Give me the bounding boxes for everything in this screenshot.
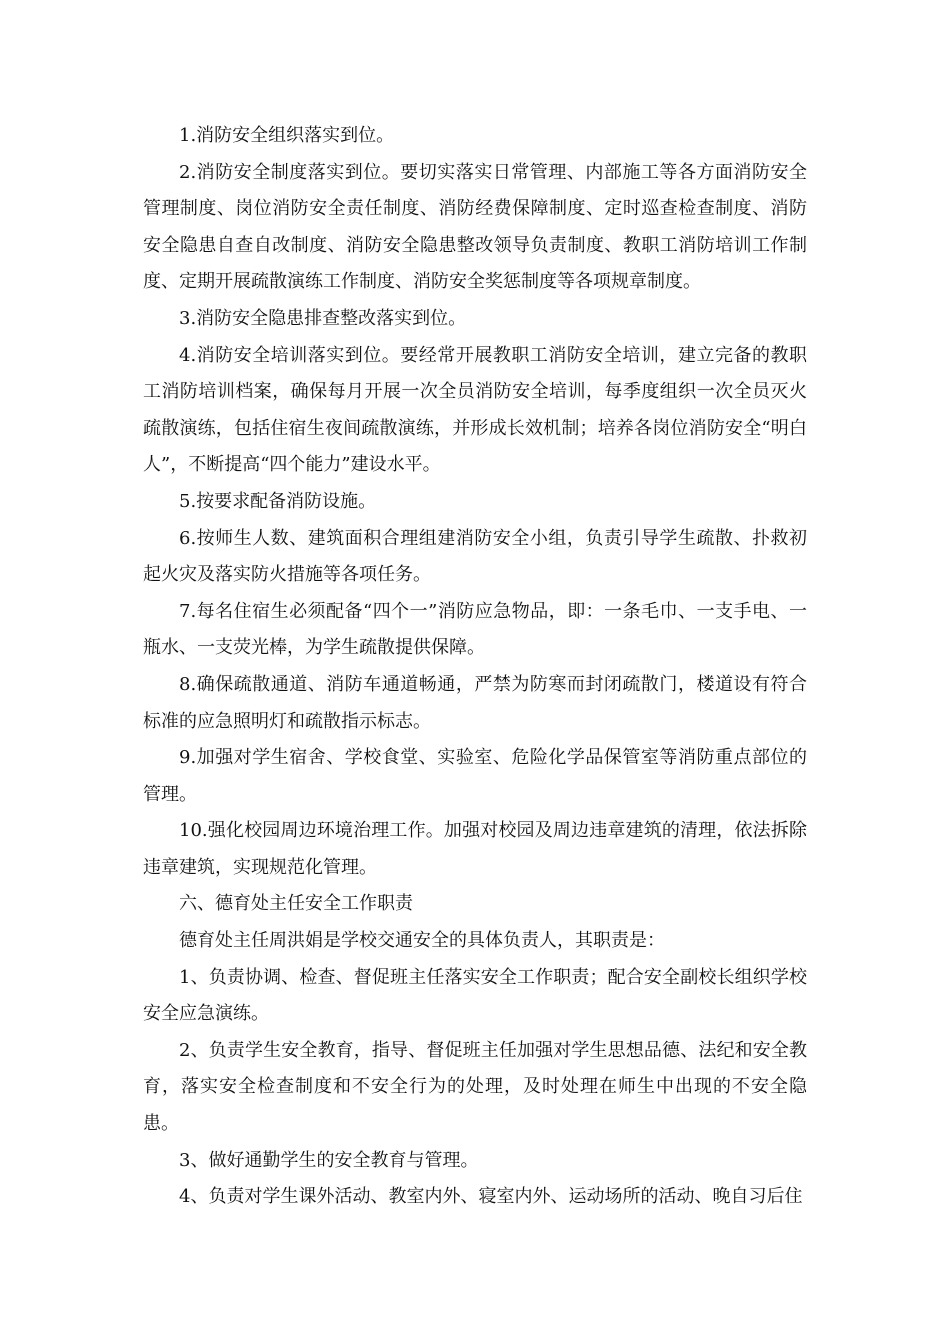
paragraph-fire-5: 5.按要求配备消防设施。 <box>179 490 377 512</box>
section-heading: 六、德育处主任安全工作职责 <box>179 893 413 915</box>
paragraph-fire-2: 2.消防安全制度落实到位。要切实落实日常管理、内部施工等各方面消防安全管理制度、岗位消防安全责任制度、消防经费保障制度、定时巡查检查制度、消防安全隐患自查自改制度、消防安全隐患整改领导负责制度、教职工消防培训工作制度、定期开展疏散演练工作制度、消防安全奖惩制度等各项规章制度。 <box>143 161 807 293</box>
paragraph-fire-4: 4.消防安全培训落实到位。要经常开展教职工消防安全培训，建立完备的教职工消防培训档案，确保每月开展一次全员消防安全培训，每季度组织一次全员灭火疏散演练，包括住宿生夜间疏散演练，并形成长效机制；培养各岗位消防安全“明白人”，不断提高“四个能力”建设水平。 <box>143 344 807 476</box>
paragraph-fire-7: 7.每名住宿生必须配备“四个一”消防应急物品，即：一条毛巾、一支手电、一瓶水、一支荧光棒，为学生疏散提供保障。 <box>143 600 807 659</box>
paragraph-fire-3: 3.消防安全隐患排查整改落实到位。 <box>179 307 467 329</box>
duty-item-4: 4、负责对学生课外活动、教室内外、寝室内外、运动场所的活动、晚自习后住 <box>179 1186 803 1208</box>
paragraph-fire-10: 10.强化校园周边环境治理工作。加强对校园及周边违章建筑的清理，依法拆除违章建筑，实现规范化管理。 <box>143 820 807 878</box>
paragraph-fire-6: 6.按师生人数、建筑面积合理组建消防安全小组，负责引导学生疏散、扑救初起火灾及落实防火措施等各项任务。 <box>143 527 807 586</box>
duty-item-2: 2、负责学生安全教育，指导、督促班主任加强对学生思想品德、法纪和安全教育，落实安全检查制度和不安全行为的处理，及时处理在师生中出现的不安全隐患。 <box>143 1039 807 1135</box>
document-body <box>143 118 807 1216</box>
paragraph-fire-1: 1.消防安全组织落实到位。 <box>179 125 395 146</box>
duty-item-3: 3、做好通勤学生的安全教育与管理。 <box>179 1149 479 1171</box>
section-intro: 德育处主任周洪娟是学校交通安全的具体负责人，其职责是： <box>179 930 665 952</box>
paragraph-fire-9: 9.加强对学生宿舍、学校食堂、实验室、危险化学品保管室等消防重点部位的管理。 <box>143 747 807 805</box>
duty-item-1: 1、负责协调、检查、督促班主任落实安全工作职责；配合安全副校长组织学校安全应急演练。 <box>143 966 807 1025</box>
paragraph-fire-8: 8.确保疏散通道、消防车通道畅通，严禁为防寒而封闭疏散门，楼道设有符合标准的应急照明灯和疏散指示标志。 <box>143 673 807 732</box>
